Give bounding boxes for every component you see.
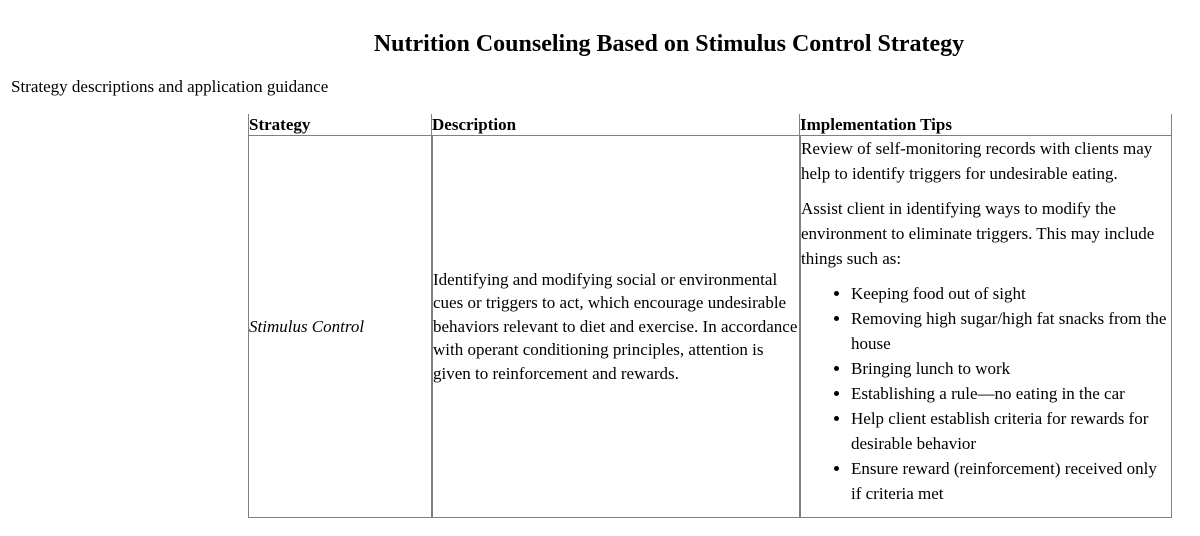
implementation-tips-cell bbox=[800, 136, 1172, 518]
list-item: • Bringing lunch to work bbox=[851, 356, 1171, 381]
page-title: Nutrition Counseling Based on Stimulus Control Strategy bbox=[373, 31, 965, 57]
list-item: • Establishing a rule—no eating in the car bbox=[851, 381, 1171, 406]
table-row bbox=[248, 136, 1172, 518]
table-header-row bbox=[248, 114, 1172, 136]
header-strategy: Strategy bbox=[248, 114, 432, 136]
list-item: • Removing high sugar/high fat snacks from the house bbox=[851, 306, 1171, 356]
list-item: • Ensure reward (reinforcement) received only if criteria met bbox=[851, 456, 1171, 506]
tip-paragraph: Review of self-monitoring records with clients may help to identify triggers for undesirable eating. bbox=[801, 139, 1153, 183]
tip-bullet-list bbox=[801, 281, 1171, 506]
list-item: • Keeping food out of sight bbox=[851, 281, 1171, 306]
tip-paragraph: Assist client in identifying ways to modify the environment to eliminate triggers. This may include things such as: bbox=[801, 199, 1155, 268]
strategy-cell: Stimulus Control bbox=[248, 136, 432, 518]
description-cell: Identifying and modifying social or environmental cues or triggers to act, which encourage undesirable behaviors relevant to diet and exercise. In accordance with operant conditioning principles, attention is given to reinforcement and rewards. bbox=[432, 136, 800, 518]
table-caption: Strategy descriptions and application guidance bbox=[11, 77, 329, 96]
header-implementation-tips: Implementation Tips bbox=[800, 114, 1172, 136]
header-description: Description bbox=[432, 114, 800, 136]
list-item: • Help client establish criteria for rewards for desirable behavior bbox=[851, 406, 1171, 456]
strategy-table bbox=[248, 114, 1172, 518]
